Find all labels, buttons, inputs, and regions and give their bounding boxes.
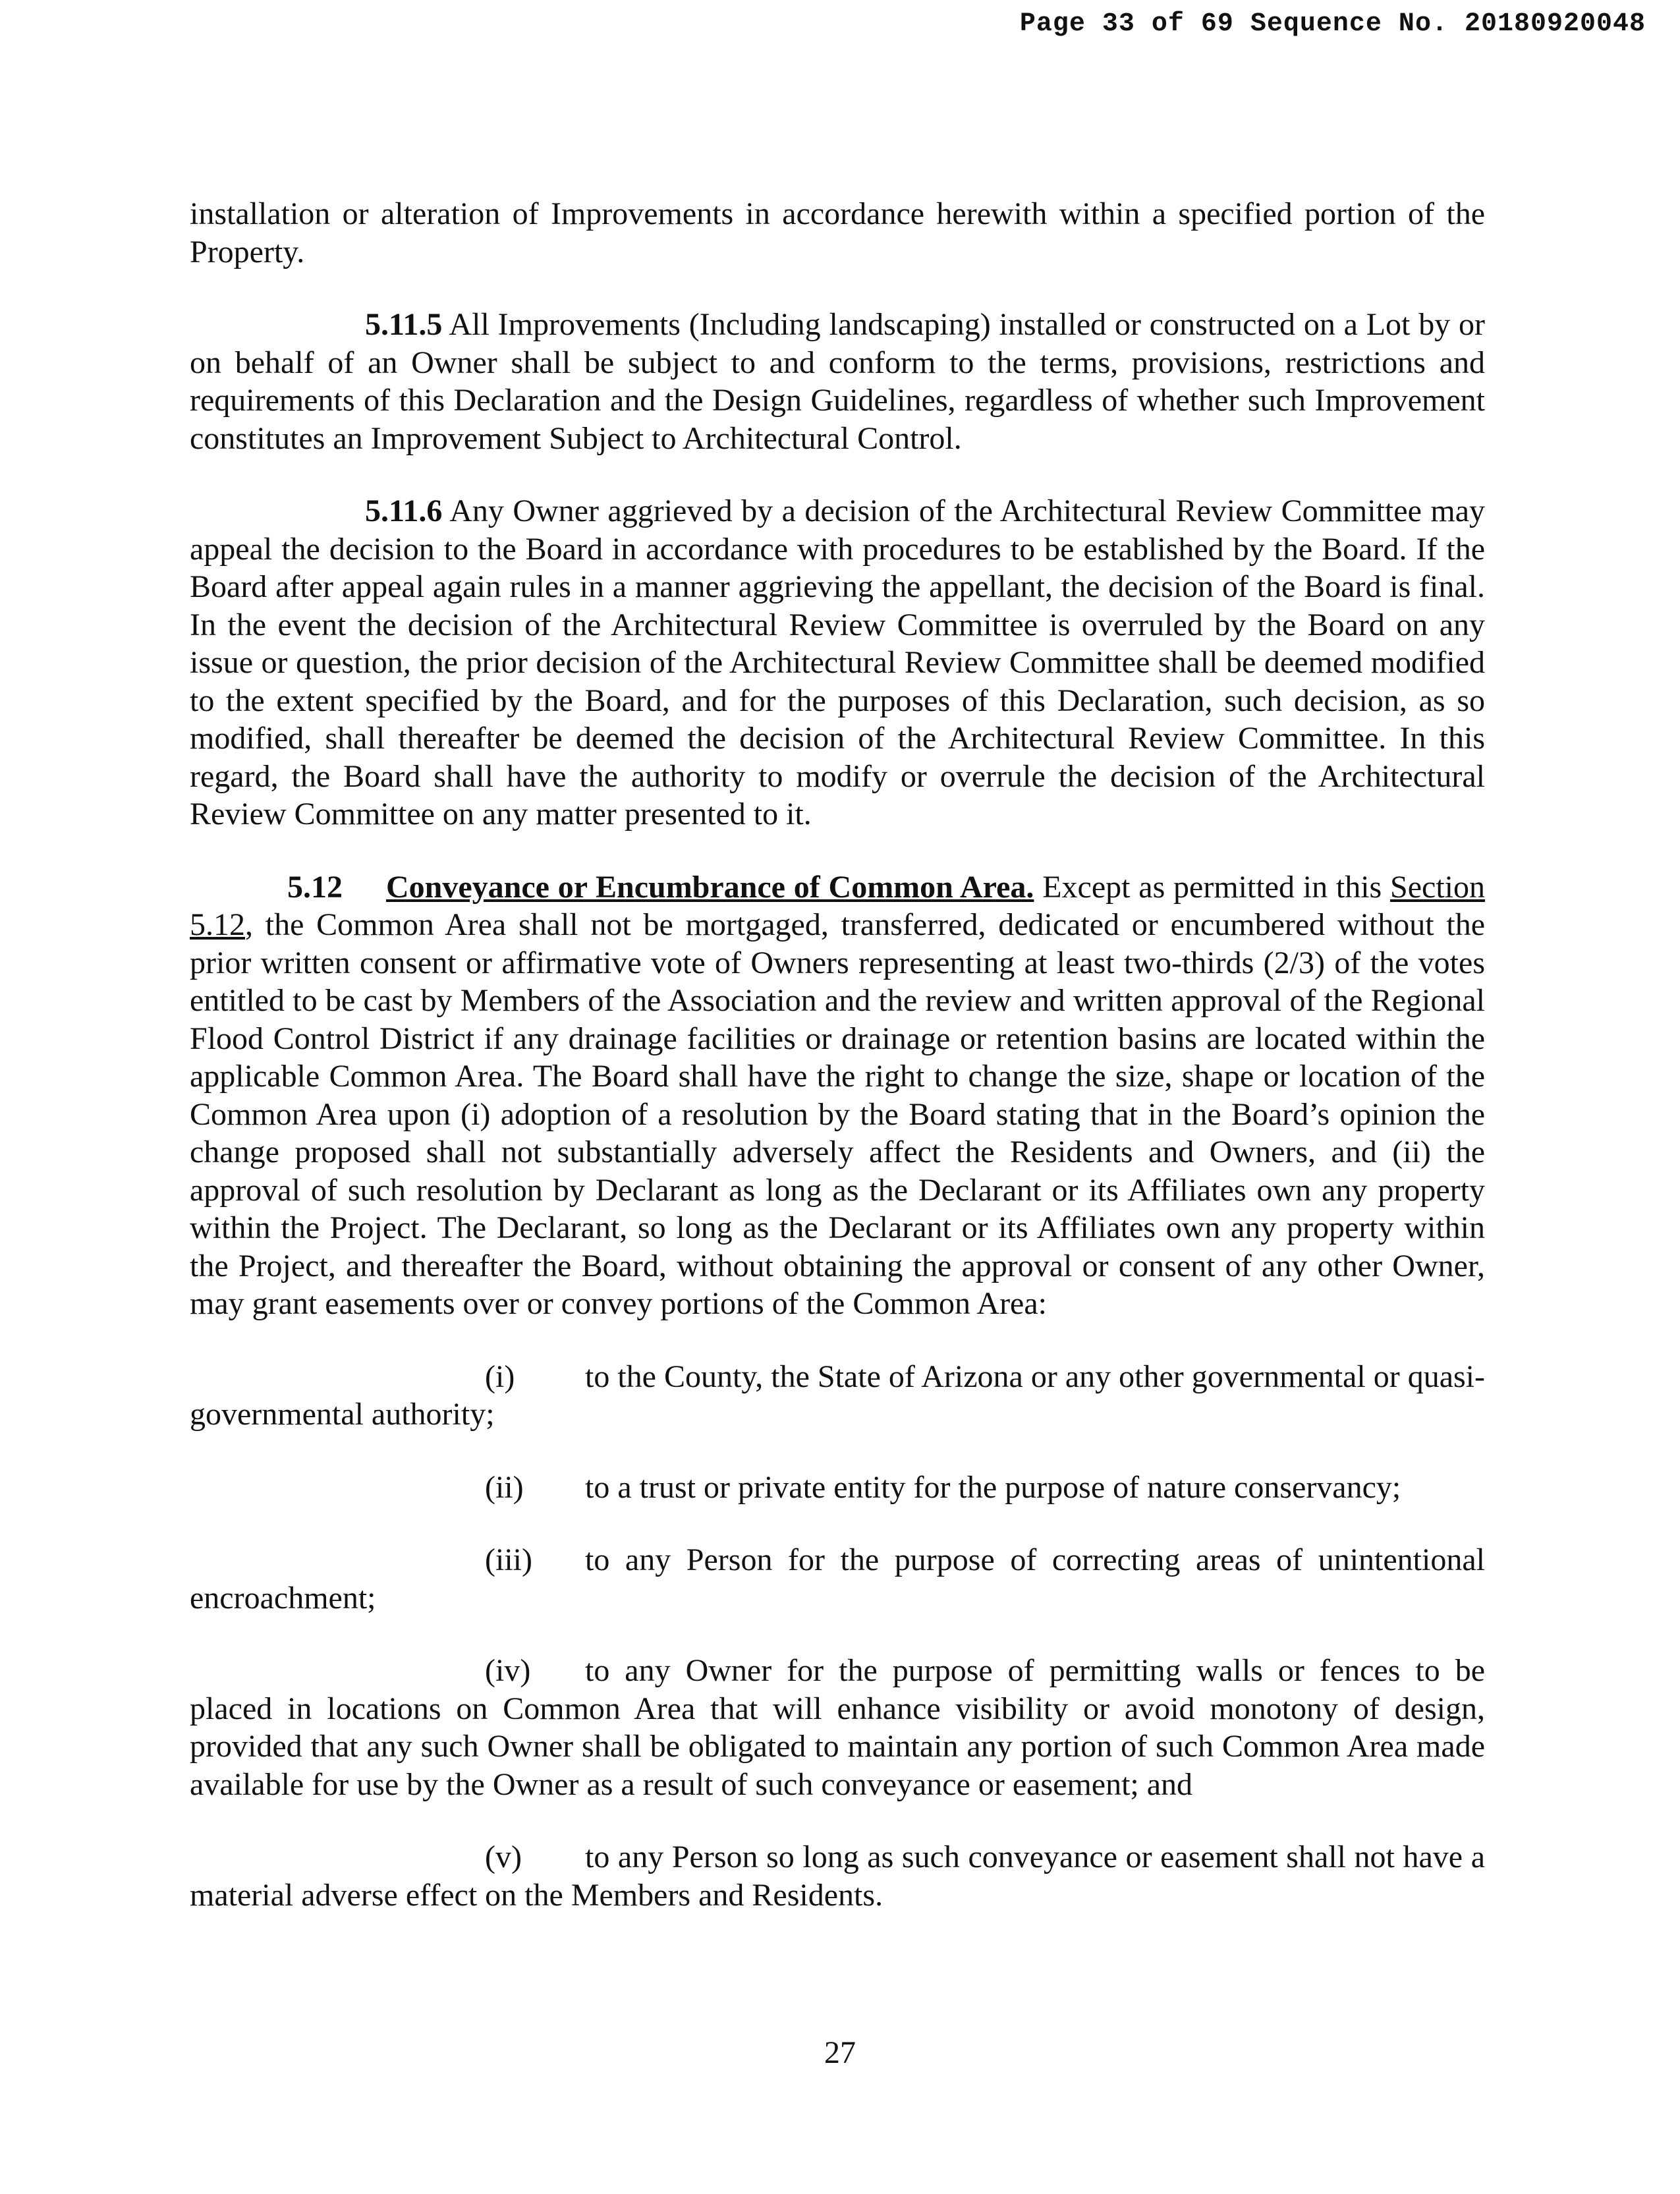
list-item — [190, 1652, 1485, 1803]
list-item-text: to any Person for the purpose of correcting areas of unintentional — [585, 1542, 1485, 1577]
paragraph-5-11-5 — [190, 306, 1485, 457]
paragraph-number: 5.11.5 — [365, 307, 443, 342]
page-number: 27 — [824, 2035, 856, 2070]
list-item-text: to the County, the State of Arizona or any other governmental or quasi-governmental authority; — [190, 1359, 1485, 1432]
section-text: , the Common Area shall not be mortgaged, transferred, dedicated or encumbered without the prior written consent or affirmative vote of Owners representing at least two-thirds (2/3) of the votes entitled to be cast by Members of the Association and the review and written approval of the Regional Flood Control District if any drainage facilities or drainage or retention basins are located within the applicable Common Area. The Board shall have the right to change the size, shape or location of the Common Area upon (i) adoption of a resolution by the Board stating that in the Board’s opinion the change proposed shall not substantially adversely affect the Residents and Owners, and (ii) the approval of such resolution by Declarant as long as the Declarant or its Affiliates own any property within the Project. The Declarant, so long as the Declarant or its Affiliates own any property within the Project, and thereafter the Board, without obtaining the approval or consent of any other Owner, may grant easements over or convey portions of the Common Area: — [190, 907, 1485, 1321]
list-item-label: (ii) — [485, 1469, 524, 1505]
paragraph-5-11-6 — [190, 492, 1485, 833]
paragraph-text: Any Owner aggrieved by a decision of the Architectural Review Committee may appeal the decision to the Board in accordance with procedures to be established by the Board. If the Board after appeal again rules in a manner aggrieving the appellant, the decision of the Board is final. In the event the decision of the Architectural Review Committee is overruled by the Board on any issue or question, the prior decision of the Architectural Review Committee shall be deemed modified to the extent specified by the Board, and for the purposes of this Declaration, such decision, as so modified, shall thereafter be deemed the decision of the Architectural Review Committee. In this regard, the Board shall have the authority to modify or overrule the decision of the Architectural Review Committee on any matter presented to it. — [190, 493, 1485, 831]
list-item-text: to any Owner for the purpose of permitting walls or fences to be placed in locations on Common Area that will enhance visibility or avoid monotony of design, provided that any such Owner shall be obligated to maintain any portion of such Common Area made available for use by the Owner as a result of such conveyance or easement; and — [190, 1653, 1485, 1802]
paragraph-number: 5.11.6 — [365, 493, 443, 528]
list-item-continuation: encroachment; — [190, 1580, 376, 1616]
page-sequence-stamp: Page 33 of 69 Sequence No. 20180920048 — [1019, 9, 1646, 39]
list-item — [190, 1469, 1485, 1507]
list-item — [190, 1358, 1485, 1434]
list-item — [190, 1838, 1485, 1914]
list-item-label: (v) — [485, 1840, 522, 1874]
section-reference: Section 5.12 — [190, 869, 1486, 942]
paragraph-text: All Improvements (Including landscaping) installed or constructed on a Lot by or on behalf of an Owner shall be subject to and conform to the terms, provisions, restrictions and requirements of this Declaration and the Design Guidelines, regardless of whether such Improvement constitutes an Improvement Subject to Architectural Control. — [190, 307, 1485, 456]
document-body — [190, 195, 1485, 1949]
list-item-label: (iii) — [485, 1542, 532, 1577]
section-5-12 — [190, 868, 1485, 1323]
continuation-paragraph: installation or alteration of Improvements in accordance herewith within a specified portion of the Property. — [190, 196, 1485, 269]
list-item-label: (iv) — [485, 1653, 531, 1688]
list-item-text: to any Person so long as such conveyance or easement shall not have a material adverse effect on the Members and Residents. — [190, 1840, 1485, 1913]
section-number: 5.12 — [287, 869, 343, 905]
list-item — [190, 1541, 1485, 1579]
list-item-text: to a trust or private entity for the purpose of nature conservancy; — [585, 1469, 1401, 1505]
list-item-label: (i) — [485, 1359, 515, 1394]
section-title: Conveyance or Encumbrance of Common Area. — [386, 869, 1034, 905]
section-text: Except as permitted in this — [1034, 869, 1391, 905]
